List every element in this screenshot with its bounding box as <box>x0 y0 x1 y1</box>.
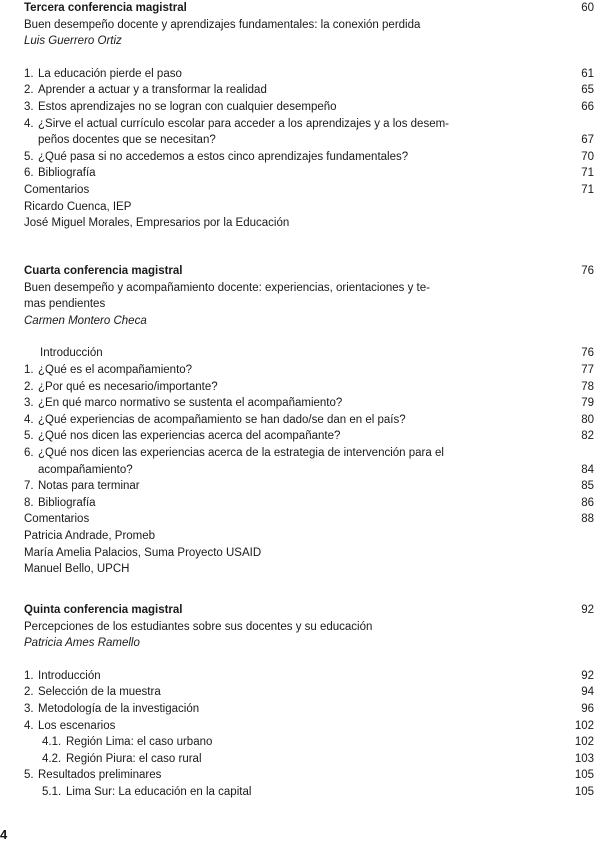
toc-row <box>0 280 600 297</box>
toc-row <box>0 734 600 751</box>
entry-label: ¿Por qué es necesario/importante? <box>38 380 218 393</box>
toc-row <box>0 495 600 512</box>
entry-label: Aprender a actuar y a transformar la realidad <box>38 84 267 97</box>
entry-label: Resultados preliminares <box>38 769 162 782</box>
entry-label: Estos aprendizajes no se logran con cualquier desempeño <box>38 100 337 113</box>
toc-row <box>0 199 600 216</box>
page-number: 71 <box>581 167 594 180</box>
spacer <box>0 50 600 66</box>
page-number: 86 <box>581 496 594 509</box>
page-number: 96 <box>581 702 594 715</box>
section-subtitle: Buen desempeño docente y aprendizajes fundamentales: la conexión perdida <box>24 18 421 31</box>
toc-row <box>0 215 600 232</box>
toc-row <box>0 345 600 362</box>
section-author: Patricia Ames Ramello <box>24 637 140 650</box>
entry-number: 1. <box>24 669 34 682</box>
page-number: 67 <box>581 134 594 147</box>
section-author: Luis Guerrero Ortiz <box>24 35 122 48</box>
entry-number: 5.1. <box>42 785 62 798</box>
entry-label: Notas para terminar <box>38 480 140 493</box>
entry-number: 5. <box>24 769 34 782</box>
toc-row <box>0 82 600 99</box>
entry-label: Bibliografía <box>38 167 96 180</box>
entry-label: Región Piura: el caso rural <box>66 752 202 765</box>
entry-number: 4. <box>24 117 34 130</box>
entry-number: 4. <box>24 413 34 426</box>
page-number: 66 <box>581 100 594 113</box>
section-heading: Quinta conferencia magistral <box>24 604 183 616</box>
toc-row <box>0 165 600 182</box>
page-number: 88 <box>581 513 594 526</box>
page-number: 102 <box>574 719 594 732</box>
entry-label: Patricia Andrade, Promeb <box>24 529 156 542</box>
toc-row <box>0 462 600 479</box>
entry-number: 4.2. <box>42 752 62 765</box>
section-heading: Tercera conferencia magistral <box>24 2 187 14</box>
toc-row <box>0 619 600 636</box>
toc-row <box>0 478 600 495</box>
entry-number: 4. <box>24 719 34 732</box>
toc-row <box>0 379 600 396</box>
toc-row <box>0 362 600 379</box>
entry-number: 6. <box>24 167 34 180</box>
page-number: 80 <box>581 413 594 426</box>
entry-label: peños docentes que se necesitan? <box>38 134 216 147</box>
entry-label: Los escenarios <box>38 719 116 732</box>
entry-label: Lima Sur: La educación en la capital <box>66 785 252 798</box>
entry-number: 2. <box>24 686 34 699</box>
toc-row <box>0 668 600 685</box>
toc-row <box>0 17 600 34</box>
page-number: 71 <box>581 183 594 196</box>
toc-row <box>0 545 600 562</box>
entry-label: Introducción <box>38 669 101 682</box>
spacer <box>0 652 600 668</box>
toc-row <box>0 767 600 784</box>
toc-row <box>0 684 600 701</box>
entry-label: ¿Qué pasa si no accedemos a estos cinco aprendizajes fundamentales? <box>38 150 409 163</box>
page-number: 76 <box>581 347 594 360</box>
entry-label: María Amelia Palacios, Suma Proyecto USAID <box>24 546 262 559</box>
page-number: 92 <box>581 604 594 616</box>
section-subtitle: Buen desempeño y acompañamiento docente: experiencias, orientaciones y te- <box>24 281 430 294</box>
toc-row <box>0 296 600 313</box>
entry-number: 1. <box>24 67 34 80</box>
page-number: 82 <box>581 430 594 443</box>
entry-number: 4.1. <box>42 736 62 749</box>
toc-section <box>0 263 600 578</box>
toc-row <box>0 784 600 801</box>
entry-label: Comentarios <box>24 183 90 196</box>
toc-row <box>0 635 600 652</box>
entry-label: ¿Sirve el actual currículo escolar para acceder a los aprendizajes y a los desem- <box>38 117 449 130</box>
page-number: 70 <box>581 150 594 163</box>
entry-label: Introducción <box>40 347 103 360</box>
entry-number: 2. <box>24 380 34 393</box>
toc-row <box>0 428 600 445</box>
entry-label: ¿Qué es el acompañamiento? <box>38 363 193 376</box>
toc-row <box>0 395 600 412</box>
page-number: 60 <box>581 2 594 14</box>
toc-row <box>0 149 600 166</box>
page-number: 76 <box>581 265 594 277</box>
toc-row <box>0 33 600 50</box>
page-number: 103 <box>574 752 594 765</box>
toc-row <box>0 528 600 545</box>
toc-row <box>0 116 600 133</box>
page-number: 102 <box>574 736 594 749</box>
page-number: 105 <box>574 785 594 798</box>
entry-label: ¿Qué nos dicen las experiencias acerca de la estrategia de intervención para el <box>38 446 444 459</box>
entry-label: La educación pierde el paso <box>38 67 182 80</box>
entry-number: 6. <box>24 446 34 459</box>
page-number: 4 <box>0 827 8 842</box>
toc-row <box>0 412 600 429</box>
entry-label: Bibliografía <box>38 496 96 509</box>
entry-label: Selección de la muestra <box>38 686 161 699</box>
page-number: 78 <box>581 380 594 393</box>
entry-label: ¿Qué nos dicen las experiencias acerca del acompañante? <box>38 430 341 443</box>
section-author: Carmen Montero Checa <box>24 314 147 327</box>
entry-label: ¿Qué experiencias de acompañamiento se han dado/se dan en el país? <box>38 413 406 426</box>
page-number: 84 <box>581 463 594 476</box>
entry-label: José Miguel Morales, Empresarios por la Educación <box>24 217 290 230</box>
entry-label: Ricardo Cuenca, IEP <box>24 200 132 213</box>
toc-row <box>0 263 600 280</box>
toc-row <box>0 0 600 17</box>
entry-number: 7. <box>24 480 34 493</box>
toc-row <box>0 182 600 199</box>
entry-number: 2. <box>24 84 34 97</box>
entry-number: 5. <box>24 430 34 443</box>
page-number: 85 <box>581 480 594 493</box>
toc-row <box>0 602 600 619</box>
toc-section <box>0 602 600 801</box>
entry-number: 3. <box>24 702 34 715</box>
toc-row <box>0 313 600 330</box>
toc-row <box>0 511 600 528</box>
entry-label: Metodología de la investigación <box>38 702 200 715</box>
section-subtitle: Percepciones de los estudiantes sobre sus docentes y su educación <box>24 620 373 633</box>
entry-number: 5. <box>24 150 34 163</box>
toc-row <box>0 66 600 83</box>
entry-label: acompañamiento? <box>38 463 133 476</box>
entry-label: Manuel Bello, UPCH <box>24 563 130 576</box>
entry-label: Región Lima: el caso urbano <box>66 736 213 749</box>
toc-row <box>0 751 600 768</box>
entry-number: 8. <box>24 496 34 509</box>
toc-row <box>0 99 600 116</box>
page-number: 77 <box>581 363 594 376</box>
entry-number: 3. <box>24 100 34 113</box>
entry-number: 3. <box>24 397 34 410</box>
toc-row <box>0 561 600 578</box>
entry-number: 1. <box>24 363 34 376</box>
page-number: 105 <box>574 769 594 782</box>
entry-label: Comentarios <box>24 513 90 526</box>
toc-row <box>0 701 600 718</box>
section-subtitle: mas pendientes <box>24 298 106 311</box>
toc-row <box>0 132 600 149</box>
section-heading: Cuarta conferencia magistral <box>24 265 183 277</box>
toc-section <box>0 0 600 232</box>
page-number: 65 <box>581 84 594 97</box>
toc-row <box>0 718 600 735</box>
page-number: 92 <box>581 669 594 682</box>
page-number: 94 <box>581 686 594 699</box>
page-number: 79 <box>581 397 594 410</box>
spacer <box>0 329 600 345</box>
page-number: 61 <box>581 67 594 80</box>
toc-row <box>0 445 600 462</box>
entry-label: ¿En qué marco normativo se sustenta el acompañamiento? <box>38 397 343 410</box>
